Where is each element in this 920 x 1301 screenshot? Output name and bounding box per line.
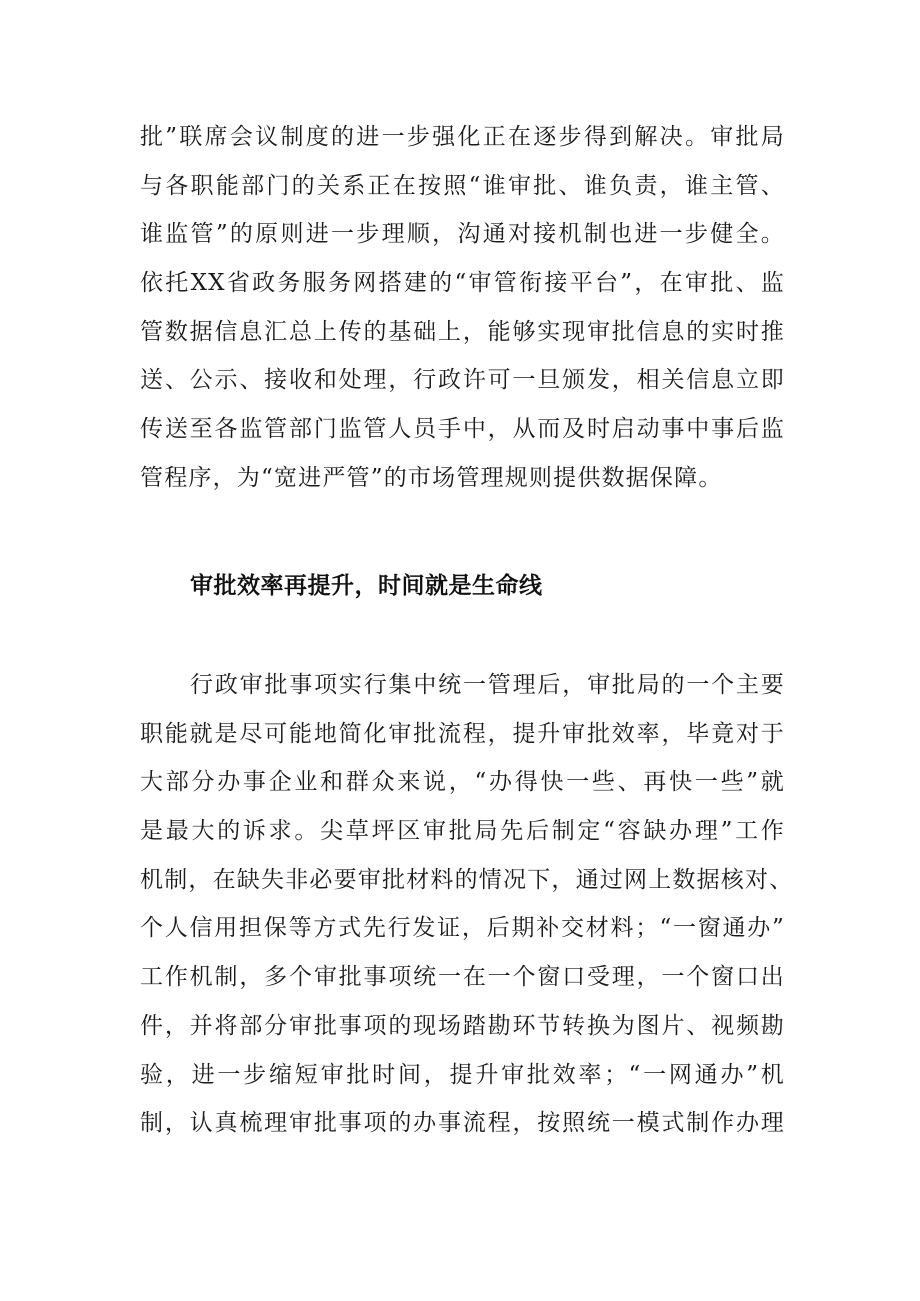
text-line: 机制，在缺失非必要审批材料的情况下，通过网上数据核对、 bbox=[140, 866, 794, 893]
text-line: 职能就是尽可能地简化审批流程，提升审批效率，毕竟对于 bbox=[140, 720, 785, 747]
text-line: 行政审批事项实行集中统一管理后，审批局的一个主要 bbox=[190, 672, 785, 698]
text-line: 依托XX省政务服务网搭建的“审管衔接平台”，在审批、监 bbox=[140, 270, 785, 297]
text-line: 制，认真梳理审批事项的办事流程，按照统一模式制作办理 bbox=[140, 1110, 785, 1137]
body-paragraph-2 bbox=[140, 661, 794, 1148]
text-line: 管数据信息汇总上传的基础上，能够实现审批信息的实时推 bbox=[140, 318, 785, 345]
text-line: 件，并将部分审批事项的现场踏勘环节转换为图片、视频勘 bbox=[140, 1012, 785, 1039]
text-line: 大部分办事企业和群众来说，“办得快一些、再快一些”就 bbox=[140, 769, 785, 796]
text-line: 个人信用担保等方式先行发证，后期补交材料；“一窗通办” bbox=[140, 915, 785, 942]
text-line: 管程序，为“宽进严管”的市场管理规则提供数据保障。 bbox=[140, 464, 723, 491]
text-line: 工作机制，多个审批事项统一在一个窗口受理，一个窗口出 bbox=[140, 964, 785, 991]
body-paragraph-1 bbox=[140, 113, 785, 503]
text-line: 是最大的诉求。尖草坪区审批局先后制定“容缺办理”工作 bbox=[140, 818, 785, 845]
text-line: 批”联席会议制度的进一步强化正在逐步得到解决。审批局 bbox=[140, 124, 785, 150]
section-heading: 审批效率再提升，时间就是生命线 bbox=[190, 573, 543, 599]
text-line: 与各职能部门的关系正在按照“谁审批、谁负责，谁主管、 bbox=[140, 172, 785, 199]
text-line: 送、公示、接收和处理，行政许可一旦颁发，相关信息立即 bbox=[140, 367, 785, 394]
text-line: 传送至各监管部门监管人员手中，从而及时启动事中事后监 bbox=[140, 416, 785, 443]
text-line: 谁监管”的原则进一步理顺，沟通对接机制也进一步健全。 bbox=[140, 221, 785, 248]
text-line: 验，进一步缩短审批时间，提升审批效率；“一网通办”机 bbox=[140, 1061, 785, 1088]
